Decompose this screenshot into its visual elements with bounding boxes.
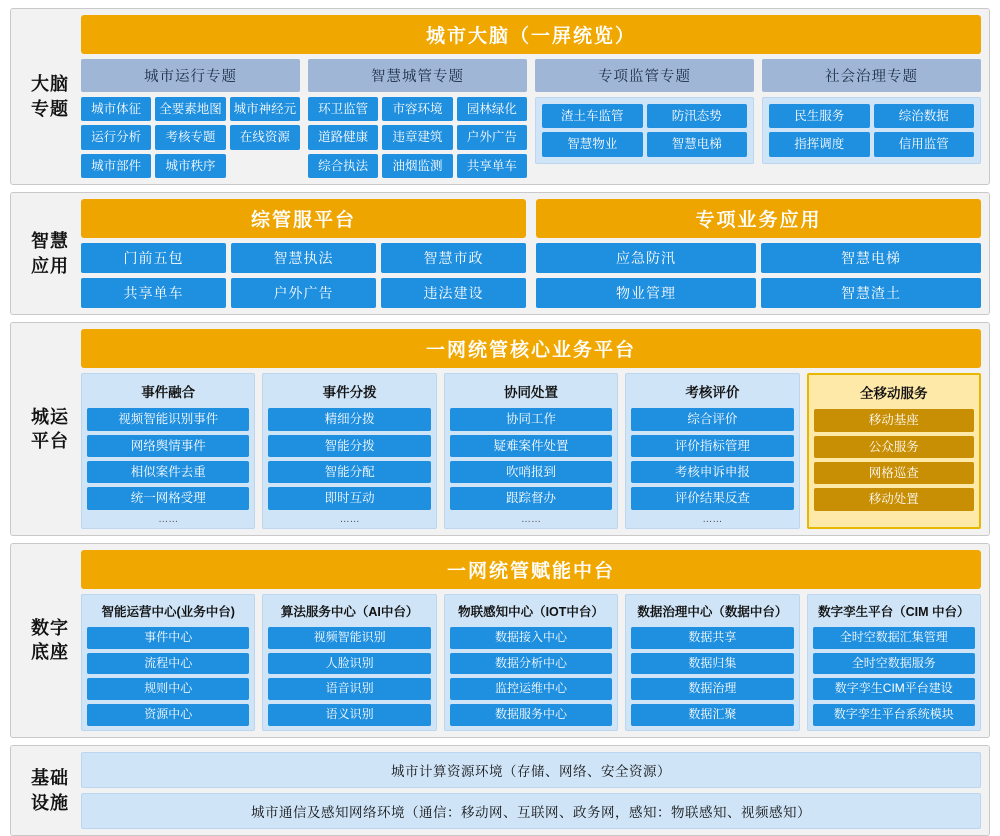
brain-chip[interactable]: 在线资源 [230, 125, 300, 149]
base-chip[interactable]: 数据治理 [631, 678, 793, 700]
brain-col-head: 智慧城管专题 [308, 59, 527, 92]
base-chip[interactable]: 人脸识别 [268, 653, 430, 675]
core-chip[interactable]: 网格巡查 [814, 462, 974, 484]
brain-chip[interactable]: 指挥调度 [769, 132, 870, 156]
core-chip[interactable]: 考核申诉申报 [631, 461, 793, 483]
smart-chip[interactable]: 应急防汛 [536, 243, 756, 273]
band-label-base-top: 数字 [31, 618, 69, 639]
band-label-base-bottom: 底座 [31, 642, 69, 663]
smart-chip[interactable]: 智慧执法 [231, 243, 376, 273]
infra-row-network: 城市通信及感知网络环境（通信：移动网、互联网、政务网，感知：物联感知、视频感知） [81, 793, 981, 829]
band-label-brain-bottom: 专题 [31, 98, 69, 119]
brain-chip[interactable]: 综合执法 [308, 154, 378, 178]
smart-chip[interactable]: 共享单车 [81, 278, 226, 308]
core-chip[interactable]: 精细分拨 [268, 408, 430, 430]
base-chip[interactable]: 视频智能识别 [268, 627, 430, 649]
brain-column-city-operation [81, 59, 300, 178]
core-chip[interactable]: 智能分拨 [268, 435, 430, 457]
core-chip[interactable]: 视频智能识别事件 [87, 408, 249, 430]
core-chip[interactable]: 吹哨报到 [450, 461, 612, 483]
brain-col-head: 专项监管专题 [535, 59, 754, 92]
brain-chip[interactable]: 市容环境 [382, 97, 452, 121]
brain-chip[interactable]: 环卫监管 [308, 97, 378, 121]
band-label-brain [19, 15, 81, 178]
base-chip[interactable]: 监控运维中心 [450, 678, 612, 700]
base-panel-intelligent-operation-center [81, 594, 255, 731]
brain-column-special-supervision [535, 59, 754, 178]
core-chip[interactable]: 移动处置 [814, 488, 974, 510]
band-label-infra-top: 基础 [31, 768, 69, 789]
smart-chip[interactable]: 智慧电梯 [761, 243, 981, 273]
brain-chip[interactable]: 城市体征 [81, 97, 151, 121]
smart-chip[interactable]: 门前五包 [81, 243, 226, 273]
core-panel-assessment [625, 373, 799, 529]
band-smart-application [10, 192, 990, 315]
brain-chip[interactable]: 油烟监测 [382, 154, 452, 178]
base-title: 一网统管赋能中台 [81, 550, 981, 589]
smart-right-group [536, 199, 981, 308]
base-chip[interactable]: 数据汇聚 [631, 704, 793, 726]
core-chip[interactable]: 评价结果反查 [631, 487, 793, 509]
base-panel-title: 智能运营中心(业务中台) [101, 604, 235, 619]
brain-col-head: 社会治理专题 [762, 59, 981, 92]
brain-chip[interactable]: 全要素地图 [155, 97, 225, 121]
base-panel-iot-center [444, 594, 618, 731]
brain-chip[interactable]: 道路健康 [308, 125, 378, 149]
band-label-core [19, 329, 81, 529]
core-chip[interactable]: 协同工作 [450, 408, 612, 430]
base-chip[interactable]: 流程中心 [87, 653, 249, 675]
base-panel-algorithm-service-center [262, 594, 436, 731]
smart-chip[interactable]: 物业管理 [536, 278, 756, 308]
base-chip[interactable]: 数据分析中心 [450, 653, 612, 675]
base-chip[interactable]: 规则中心 [87, 678, 249, 700]
core-title: 一网统管核心业务平台 [81, 329, 981, 368]
base-chip[interactable]: 资源中心 [87, 704, 249, 726]
brain-chip[interactable]: 民生服务 [769, 104, 870, 128]
band-label-core-top: 城运 [31, 406, 69, 427]
base-chip[interactable]: 数据共享 [631, 627, 793, 649]
smart-chip[interactable]: 违法建设 [381, 278, 526, 308]
band-label-base [19, 550, 81, 731]
base-chip[interactable]: 全时空数据服务 [813, 653, 975, 675]
band-city-brain [10, 8, 990, 185]
band-label-core-bottom: 平台 [31, 431, 69, 452]
smart-left-title: 综管服平台 [81, 199, 526, 238]
brain-chip[interactable]: 园林绿化 [457, 97, 527, 121]
core-chip[interactable]: 相似案件去重 [87, 461, 249, 483]
band-label-smart-top: 智慧 [31, 231, 69, 252]
base-chip[interactable]: 数字孪生平台系统模块 [813, 704, 975, 726]
core-chip[interactable]: 网络舆情事件 [87, 435, 249, 457]
band-digital-base [10, 543, 990, 738]
base-chip[interactable]: 语义识别 [268, 704, 430, 726]
core-panel-full-mobile-service [807, 373, 981, 529]
brain-column-smart-urban-management [308, 59, 527, 178]
brain-chip[interactable]: 防汛态势 [647, 104, 748, 128]
infra-row-compute: 城市计算资源环境（存储、网络、安全资源） [81, 752, 981, 788]
core-chip[interactable]: 即时互动 [268, 487, 430, 509]
base-panel-title: 数字孪生平台（CIM 中台） [818, 604, 970, 619]
core-panel-title: 协同处置 [503, 385, 558, 401]
core-chip[interactable]: 公众服务 [814, 436, 974, 458]
core-panel-title: 考核评价 [685, 385, 740, 401]
brain-chip[interactable]: 信用监管 [874, 132, 975, 156]
base-panel-data-governance-center [625, 594, 799, 731]
smart-chip[interactable]: 智慧渣土 [761, 278, 981, 308]
core-chip[interactable]: 评价指标管理 [631, 435, 793, 457]
core-chip[interactable]: 智能分配 [268, 461, 430, 483]
core-panel-ellipsis [814, 515, 974, 516]
core-panel-ellipsis: …… [702, 513, 723, 525]
base-chip[interactable]: 语音识别 [268, 678, 430, 700]
base-panel-title: 物联感知中心（IOT中台） [458, 604, 604, 619]
brain-chip[interactable]: 考核专题 [155, 125, 225, 149]
core-panel-ellipsis: …… [339, 513, 360, 525]
core-panel-title: 事件融合 [141, 385, 196, 401]
brain-chip[interactable]: 城市神经元 [230, 97, 300, 121]
smart-right-title: 专项业务应用 [536, 199, 981, 238]
brain-chip[interactable]: 渣土车监管 [542, 104, 643, 128]
brain-chip[interactable]: 运行分析 [81, 125, 151, 149]
base-chip[interactable]: 全时空数据汇集管理 [813, 627, 975, 649]
core-chip[interactable]: 跟踪督办 [450, 487, 612, 509]
smart-chip[interactable]: 户外广告 [231, 278, 376, 308]
brain-chip[interactable]: 城市秩序 [155, 154, 225, 178]
brain-chip[interactable]: 共享单车 [457, 154, 527, 178]
core-chip[interactable]: 疑难案件处置 [450, 435, 612, 457]
core-panel-event-fusion [81, 373, 255, 529]
band-label-brain-top: 大脑 [31, 74, 69, 95]
base-panel-title: 算法服务中心（AI中台） [280, 604, 419, 619]
base-chip[interactable]: 数据接入中心 [450, 627, 612, 649]
band-label-infra [19, 752, 81, 829]
base-chip[interactable]: 数据服务中心 [450, 704, 612, 726]
core-chip[interactable]: 综合评价 [631, 408, 793, 430]
band-label-smart [19, 199, 81, 308]
band-infrastructure [10, 745, 990, 836]
core-panel-event-dispatch [262, 373, 436, 529]
base-chip[interactable]: 事件中心 [87, 627, 249, 649]
band-label-smart-bottom: 应用 [31, 255, 69, 276]
core-chip[interactable]: 移动基座 [814, 409, 974, 431]
base-panel-digital-twin-platform [807, 594, 981, 731]
brain-title: 城市大脑（一屏统览） [81, 15, 981, 54]
core-panel-collaborative-handling [444, 373, 618, 529]
base-panel-title: 数据治理中心（数据中台） [637, 604, 788, 619]
core-panel-title: 事件分拨 [322, 385, 377, 401]
brain-chip[interactable]: 违章建筑 [382, 125, 452, 149]
base-chip[interactable]: 数字孪生CIM平台建设 [813, 678, 975, 700]
core-panel-ellipsis: …… [520, 513, 541, 525]
base-chip[interactable]: 数据归集 [631, 653, 793, 675]
brain-chip[interactable]: 户外广告 [457, 125, 527, 149]
core-chip[interactable]: 统一网格受理 [87, 487, 249, 509]
smart-chip[interactable]: 智慧市政 [381, 243, 526, 273]
smart-left-group [81, 199, 526, 308]
core-panel-ellipsis: …… [158, 513, 179, 525]
brain-chip[interactable]: 智慧电梯 [647, 132, 748, 156]
brain-col-head: 城市运行专题 [81, 59, 300, 92]
brain-chip[interactable]: 智慧物业 [542, 132, 643, 156]
core-panel-title: 全移动服务 [860, 386, 928, 402]
brain-column-social-governance [762, 59, 981, 178]
band-label-infra-bottom: 设施 [31, 792, 69, 813]
band-core-platform [10, 322, 990, 536]
brain-chip[interactable]: 城市部件 [81, 154, 151, 178]
brain-chip[interactable]: 综治数据 [874, 104, 975, 128]
